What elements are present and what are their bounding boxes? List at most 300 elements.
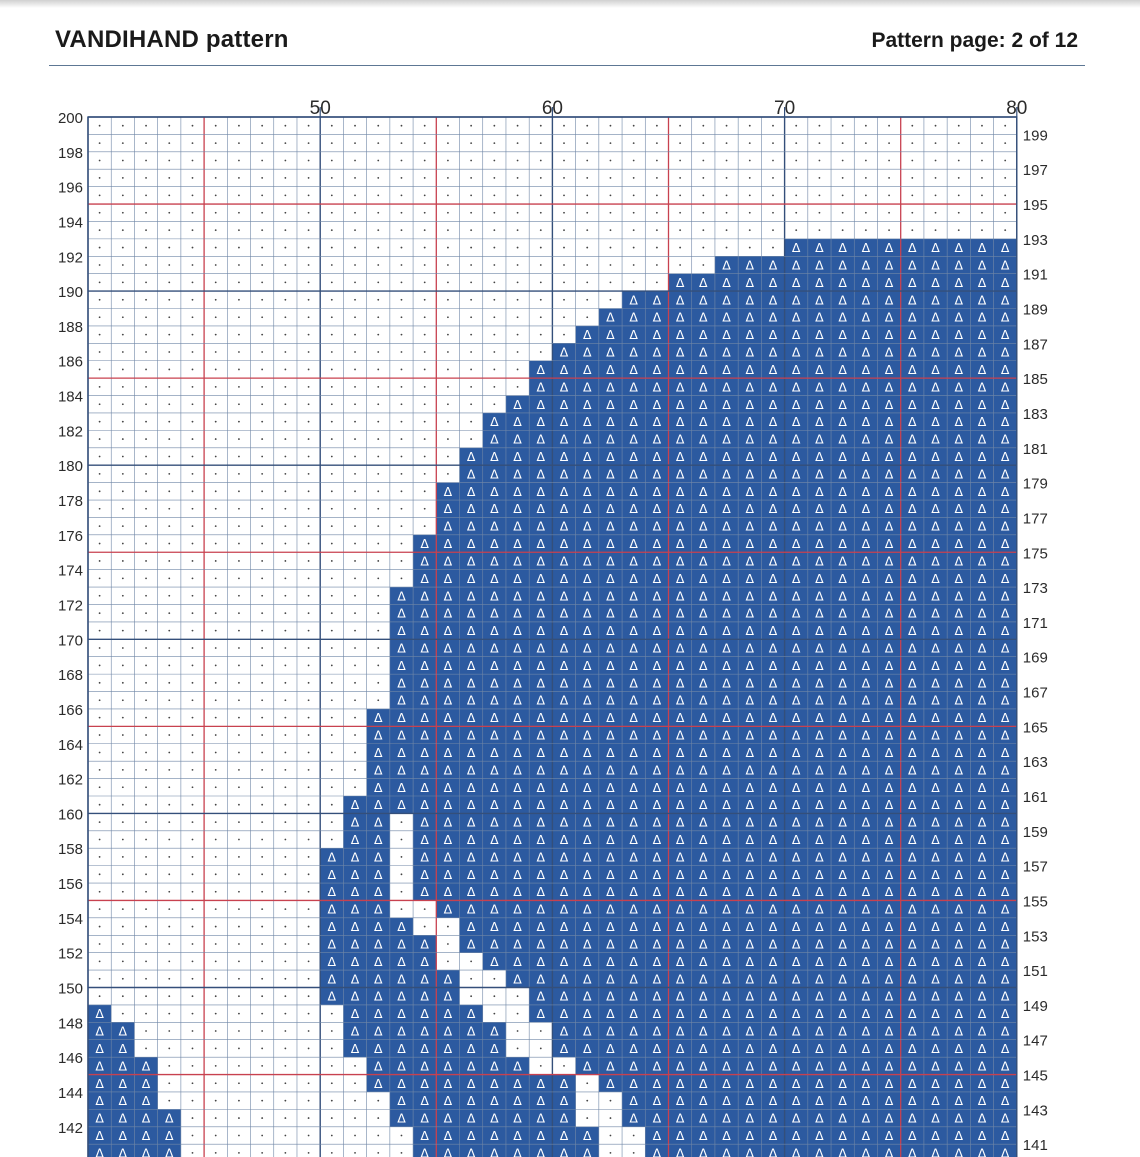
empty-cell-dot — [308, 821, 310, 823]
stitch-symbol: Δ — [652, 971, 662, 987]
empty-cell-dot — [633, 125, 635, 127]
row-label-left: 150 — [57, 980, 83, 998]
stitch-symbol: Δ — [1000, 901, 1010, 917]
empty-cell-dot — [447, 212, 449, 214]
empty-cell-dot — [633, 247, 635, 249]
empty-cell-dot — [981, 229, 983, 231]
empty-cell-dot — [215, 1152, 217, 1154]
empty-cell-dot — [517, 229, 519, 231]
stitch-symbol: Δ — [745, 988, 755, 1004]
empty-cell-dot — [308, 369, 310, 371]
empty-cell-dot — [726, 212, 728, 214]
empty-cell-dot — [401, 334, 403, 336]
empty-cell-dot — [911, 125, 913, 127]
row-label-right: 159 — [1022, 823, 1048, 841]
stitch-symbol: Δ — [629, 692, 638, 708]
stitch-symbol: Δ — [629, 501, 638, 517]
stitch-symbol: Δ — [745, 448, 755, 464]
row-label-left: 174 — [57, 562, 83, 580]
empty-cell-dot — [447, 125, 449, 127]
stitch-symbol: Δ — [559, 762, 569, 778]
stitch-symbol: Δ — [675, 483, 685, 499]
stitch-symbol: Δ — [466, 692, 476, 708]
stitch-symbol: Δ — [699, 379, 708, 395]
empty-cell-dot — [377, 1152, 379, 1154]
stitch-symbol: Δ — [629, 396, 638, 412]
stitch-symbol: Δ — [838, 953, 847, 969]
stitch-symbol: Δ — [977, 657, 987, 673]
row-label-left: 200 — [57, 110, 83, 127]
empty-cell-dot — [447, 229, 449, 231]
stitch-symbol: Δ — [815, 1127, 824, 1143]
empty-cell-dot — [145, 630, 147, 632]
stitch-symbol: Δ — [745, 274, 755, 290]
stitch-symbol: Δ — [652, 779, 662, 795]
stitch-symbol: Δ — [350, 1006, 360, 1022]
empty-cell-dot — [795, 177, 797, 179]
empty-cell-dot — [424, 264, 426, 266]
stitch-symbol: Δ — [606, 849, 615, 865]
empty-cell-dot — [470, 125, 472, 127]
empty-cell-dot — [261, 1065, 263, 1067]
stitch-symbol: Δ — [954, 431, 964, 447]
empty-cell-dot — [192, 142, 194, 144]
empty-cell-dot — [99, 682, 101, 684]
empty-cell-dot — [447, 960, 449, 962]
empty-cell-dot — [401, 247, 403, 249]
empty-cell-dot — [238, 421, 240, 423]
empty-cell-dot — [772, 229, 774, 231]
empty-cell-dot — [145, 212, 147, 214]
empty-cell-dot — [99, 752, 101, 754]
stitch-symbol: Δ — [606, 971, 615, 987]
stitch-symbol: Δ — [699, 1075, 708, 1091]
empty-cell-dot — [238, 786, 240, 788]
stitch-symbol: Δ — [536, 1145, 546, 1157]
stitch-symbol: Δ — [699, 1110, 708, 1126]
stitch-symbol: Δ — [582, 466, 592, 482]
stitch-symbol: Δ — [861, 240, 871, 256]
stitch-symbol: Δ — [490, 919, 499, 935]
stitch-symbol: Δ — [466, 1075, 476, 1091]
stitch-symbol: Δ — [977, 1006, 987, 1022]
stitch-symbol: Δ — [536, 832, 546, 848]
empty-cell-dot — [331, 125, 333, 127]
empty-cell-dot — [192, 595, 194, 597]
empty-cell-dot — [215, 334, 217, 336]
stitch-symbol: Δ — [884, 866, 894, 882]
empty-cell-dot — [447, 926, 449, 928]
stitch-symbol: Δ — [1000, 1110, 1010, 1126]
empty-cell-dot — [122, 334, 124, 336]
empty-cell-dot — [215, 943, 217, 945]
stitch-symbol: Δ — [1000, 919, 1010, 935]
stitch-symbol: Δ — [954, 309, 964, 325]
empty-cell-dot — [702, 229, 704, 231]
empty-cell-dot — [377, 351, 379, 353]
stitch-symbol: Δ — [977, 466, 987, 482]
stitch-symbol: Δ — [513, 431, 522, 447]
stitch-symbol: Δ — [768, 884, 778, 900]
stitch-symbol: Δ — [373, 814, 383, 830]
empty-cell-dot — [354, 1135, 356, 1137]
stitch-symbol: Δ — [745, 1093, 755, 1109]
empty-cell-dot — [540, 177, 542, 179]
stitch-symbol: Δ — [768, 675, 778, 691]
stitch-symbol: Δ — [954, 588, 964, 604]
empty-cell-dot — [122, 351, 124, 353]
stitch-symbol: Δ — [606, 744, 615, 760]
empty-cell-dot — [726, 177, 728, 179]
empty-cell-dot — [1004, 212, 1006, 214]
stitch-symbol: Δ — [768, 501, 778, 517]
stitch-symbol: Δ — [350, 1023, 360, 1039]
empty-cell-dot — [308, 1030, 310, 1032]
empty-cell-dot — [122, 142, 124, 144]
stitch-symbol: Δ — [977, 832, 987, 848]
stitch-symbol: Δ — [722, 588, 731, 604]
stitch-symbol: Δ — [582, 779, 592, 795]
column-label: 50 — [309, 98, 331, 119]
empty-cell-dot — [192, 125, 194, 127]
row-label-left: 180 — [57, 458, 83, 476]
empty-cell-dot — [610, 264, 612, 266]
empty-cell-dot — [284, 804, 286, 806]
stitch-symbol: Δ — [768, 361, 778, 377]
empty-cell-dot — [331, 630, 333, 632]
empty-cell-dot — [192, 995, 194, 997]
empty-cell-dot — [377, 281, 379, 283]
empty-cell-dot — [99, 665, 101, 667]
stitch-symbol: Δ — [466, 901, 476, 917]
stitch-symbol: Δ — [95, 1127, 104, 1143]
stitch-symbol: Δ — [977, 257, 987, 273]
empty-cell-dot — [331, 577, 333, 579]
empty-cell-dot — [145, 769, 147, 771]
stitch-symbol: Δ — [884, 1040, 894, 1056]
stitch-symbol: Δ — [745, 866, 755, 882]
stitch-symbol: Δ — [536, 414, 546, 430]
empty-cell-dot — [586, 177, 588, 179]
stitch-symbol: Δ — [652, 988, 662, 1004]
empty-cell-dot — [540, 125, 542, 127]
stitch-symbol: Δ — [606, 396, 615, 412]
empty-cell-dot — [145, 734, 147, 736]
stitch-symbol: Δ — [722, 692, 731, 708]
stitch-symbol: Δ — [954, 327, 964, 343]
stitch-symbol: Δ — [699, 396, 708, 412]
stitch-symbol: Δ — [815, 1006, 824, 1022]
stitch-symbol: Δ — [745, 1110, 755, 1126]
empty-cell-dot — [192, 960, 194, 962]
empty-cell-dot — [424, 438, 426, 440]
empty-cell-dot — [145, 421, 147, 423]
stitch-symbol: Δ — [745, 657, 755, 673]
stitch-symbol: Δ — [582, 744, 592, 760]
stitch-symbol: Δ — [768, 483, 778, 499]
stitch-symbol: Δ — [397, 675, 406, 691]
stitch-symbol: Δ — [490, 1040, 499, 1056]
stitch-symbol: Δ — [908, 1110, 917, 1126]
stitch-symbol: Δ — [420, 657, 429, 673]
empty-cell-dot — [192, 247, 194, 249]
stitch-symbol: Δ — [373, 988, 383, 1004]
stitch-symbol: Δ — [350, 971, 360, 987]
empty-cell-dot — [308, 212, 310, 214]
stitch-symbol: Δ — [838, 744, 847, 760]
empty-cell-dot — [401, 142, 403, 144]
empty-cell-dot — [633, 177, 635, 179]
empty-cell-dot — [215, 229, 217, 231]
stitch-symbol: Δ — [490, 431, 499, 447]
stitch-symbol: Δ — [629, 1023, 638, 1039]
stitch-symbol: Δ — [675, 501, 685, 517]
empty-cell-dot — [749, 177, 751, 179]
stitch-symbol: Δ — [884, 640, 894, 656]
column-label: 60 — [541, 98, 563, 119]
empty-cell-dot — [99, 160, 101, 162]
empty-cell-dot — [168, 752, 170, 754]
stitch-symbol: Δ — [931, 292, 940, 308]
stitch-symbol: Δ — [722, 936, 731, 952]
empty-cell-dot — [215, 247, 217, 249]
row-label-right: 183 — [1022, 405, 1048, 423]
empty-cell-dot — [284, 386, 286, 388]
stitch-symbol: Δ — [954, 919, 964, 935]
stitch-symbol: Δ — [908, 518, 917, 534]
empty-cell-dot — [238, 351, 240, 353]
empty-cell-dot — [145, 508, 147, 510]
stitch-symbol: Δ — [397, 657, 406, 673]
empty-cell-dot — [261, 403, 263, 405]
stitch-symbol: Δ — [466, 814, 476, 830]
stitch-symbol: Δ — [513, 971, 522, 987]
stitch-symbol: Δ — [745, 588, 755, 604]
empty-cell-dot — [168, 1065, 170, 1067]
empty-cell-dot — [586, 1100, 588, 1102]
stitch-symbol: Δ — [838, 588, 847, 604]
empty-cell-dot — [122, 247, 124, 249]
empty-cell-dot — [145, 891, 147, 893]
stitch-symbol: Δ — [513, 1075, 522, 1091]
stitch-symbol: Δ — [629, 292, 638, 308]
empty-cell-dot — [122, 369, 124, 371]
stitch-symbol: Δ — [861, 292, 871, 308]
empty-cell-dot — [308, 978, 310, 980]
stitch-symbol: Δ — [884, 744, 894, 760]
stitch-symbol: Δ — [629, 1093, 638, 1109]
empty-cell-dot — [192, 1100, 194, 1102]
empty-cell-dot — [168, 856, 170, 858]
stitch-symbol: Δ — [815, 431, 824, 447]
empty-cell-dot — [331, 769, 333, 771]
stitch-symbol: Δ — [397, 640, 406, 656]
stitch-symbol: Δ — [536, 692, 546, 708]
empty-cell-dot — [470, 264, 472, 266]
stitch-symbol: Δ — [466, 1040, 476, 1056]
stitch-symbol: Δ — [954, 1075, 964, 1091]
empty-cell-dot — [261, 142, 263, 144]
stitch-symbol: Δ — [699, 1006, 708, 1022]
stitch-symbol: Δ — [861, 327, 871, 343]
empty-cell-dot — [354, 543, 356, 545]
empty-cell-dot — [470, 177, 472, 179]
row-label-left: 186 — [57, 353, 83, 371]
empty-cell-dot — [610, 125, 612, 127]
empty-cell-dot — [261, 908, 263, 910]
stitch-symbol: Δ — [908, 866, 917, 882]
stitch-symbol: Δ — [373, 953, 383, 969]
empty-cell-dot — [540, 247, 542, 249]
stitch-symbol: Δ — [768, 901, 778, 917]
stitch-symbol: Δ — [977, 640, 987, 656]
empty-cell-dot — [122, 212, 124, 214]
empty-cell-dot — [610, 1135, 612, 1137]
stitch-symbol: Δ — [745, 327, 755, 343]
stitch-symbol: Δ — [327, 988, 337, 1004]
stitch-symbol: Δ — [1000, 1006, 1010, 1022]
stitch-symbol: Δ — [582, 901, 592, 917]
stitch-symbol: Δ — [815, 1093, 824, 1109]
empty-cell-dot — [284, 786, 286, 788]
empty-cell-dot — [377, 386, 379, 388]
stitch-symbol: Δ — [443, 1075, 453, 1091]
stitch-symbol: Δ — [908, 588, 917, 604]
empty-cell-dot — [377, 438, 379, 440]
stitch-symbol: Δ — [954, 1110, 964, 1126]
stitch-symbol: Δ — [582, 675, 592, 691]
stitch-symbol: Δ — [791, 501, 801, 517]
empty-cell-dot — [99, 334, 101, 336]
column-label: 80 — [1006, 98, 1028, 119]
empty-cell-dot — [749, 212, 751, 214]
stitch-symbol: Δ — [606, 553, 615, 569]
stitch-symbol: Δ — [606, 866, 615, 882]
empty-cell-dot — [679, 264, 681, 266]
stitch-symbol: Δ — [490, 675, 499, 691]
empty-cell-dot — [308, 1117, 310, 1119]
stitch-symbol: Δ — [908, 675, 917, 691]
stitch-symbol: Δ — [582, 919, 592, 935]
empty-cell-dot — [168, 769, 170, 771]
empty-cell-dot — [168, 403, 170, 405]
stitch-symbol: Δ — [791, 396, 801, 412]
stitch-symbol: Δ — [791, 744, 801, 760]
stitch-symbol: Δ — [373, 971, 383, 987]
stitch-symbol: Δ — [1000, 240, 1010, 256]
stitch-symbol: Δ — [931, 1075, 940, 1091]
empty-cell-dot — [517, 995, 519, 997]
empty-cell-dot — [540, 229, 542, 231]
empty-cell-dot — [238, 316, 240, 318]
empty-cell-dot — [493, 212, 495, 214]
empty-cell-dot — [168, 1100, 170, 1102]
stitch-symbol: Δ — [722, 501, 731, 517]
empty-cell-dot — [215, 682, 217, 684]
stitch-symbol: Δ — [490, 953, 499, 969]
empty-cell-dot — [424, 125, 426, 127]
stitch-symbol: Δ — [1000, 762, 1010, 778]
stitch-symbol: Δ — [745, 971, 755, 987]
stitch-symbol: Δ — [699, 640, 708, 656]
stitch-symbol: Δ — [722, 1040, 731, 1056]
empty-cell-dot — [702, 264, 704, 266]
empty-cell-dot — [284, 299, 286, 301]
empty-cell-dot — [284, 995, 286, 997]
empty-cell-dot — [842, 160, 844, 162]
empty-cell-dot — [99, 386, 101, 388]
stitch-symbol: Δ — [722, 901, 731, 917]
stitch-symbol: Δ — [559, 588, 569, 604]
stitch-symbol: Δ — [466, 675, 476, 691]
empty-cell-dot — [215, 978, 217, 980]
stitch-symbol: Δ — [815, 292, 824, 308]
stitch-symbol: Δ — [675, 849, 685, 865]
stitch-symbol: Δ — [838, 814, 847, 830]
empty-cell-dot — [795, 229, 797, 231]
stitch-symbol: Δ — [1000, 309, 1010, 325]
empty-cell-dot — [493, 334, 495, 336]
empty-cell-dot — [377, 229, 379, 231]
empty-cell-dot — [424, 160, 426, 162]
stitch-symbol: Δ — [466, 1110, 476, 1126]
empty-cell-dot — [122, 525, 124, 527]
empty-cell-dot — [99, 647, 101, 649]
empty-cell-dot — [238, 839, 240, 841]
stitch-symbol: Δ — [861, 536, 871, 552]
stitch-symbol: Δ — [838, 361, 847, 377]
empty-cell-dot — [145, 786, 147, 788]
stitch-symbol: Δ — [954, 762, 964, 778]
stitch-symbol: Δ — [722, 919, 731, 935]
empty-cell-dot — [192, 421, 194, 423]
empty-cell-dot — [238, 595, 240, 597]
row-label-right: 173 — [1022, 580, 1048, 598]
stitch-symbol: Δ — [838, 692, 847, 708]
empty-cell-dot — [261, 316, 263, 318]
empty-cell-dot — [192, 177, 194, 179]
empty-cell-dot — [610, 229, 612, 231]
stitch-symbol: Δ — [745, 466, 755, 482]
empty-cell-dot — [192, 699, 194, 701]
stitch-symbol: Δ — [699, 309, 708, 325]
stitch-symbol: Δ — [536, 570, 546, 586]
stitch-symbol: Δ — [1000, 692, 1010, 708]
row-label-left: 158 — [57, 841, 83, 859]
stitch-symbol: Δ — [884, 832, 894, 848]
empty-cell-dot — [377, 577, 379, 579]
stitch-symbol: Δ — [931, 379, 940, 395]
stitch-symbol: Δ — [675, 605, 685, 621]
stitch-symbol: Δ — [675, 1110, 685, 1126]
empty-cell-dot — [261, 525, 263, 527]
empty-cell-dot — [99, 577, 101, 579]
empty-cell-dot — [795, 125, 797, 127]
stitch-symbol: Δ — [466, 762, 476, 778]
empty-cell-dot — [540, 1065, 542, 1067]
empty-cell-dot — [145, 856, 147, 858]
stitch-symbol: Δ — [722, 623, 731, 639]
empty-cell-dot — [145, 577, 147, 579]
empty-cell-dot — [238, 1135, 240, 1137]
stitch-symbol: Δ — [699, 866, 708, 882]
empty-cell-dot — [261, 229, 263, 231]
stitch-symbol: Δ — [838, 623, 847, 639]
stitch-symbol: Δ — [466, 884, 476, 900]
stitch-symbol: Δ — [629, 309, 638, 325]
stitch-symbol: Δ — [699, 953, 708, 969]
empty-cell-dot — [679, 177, 681, 179]
